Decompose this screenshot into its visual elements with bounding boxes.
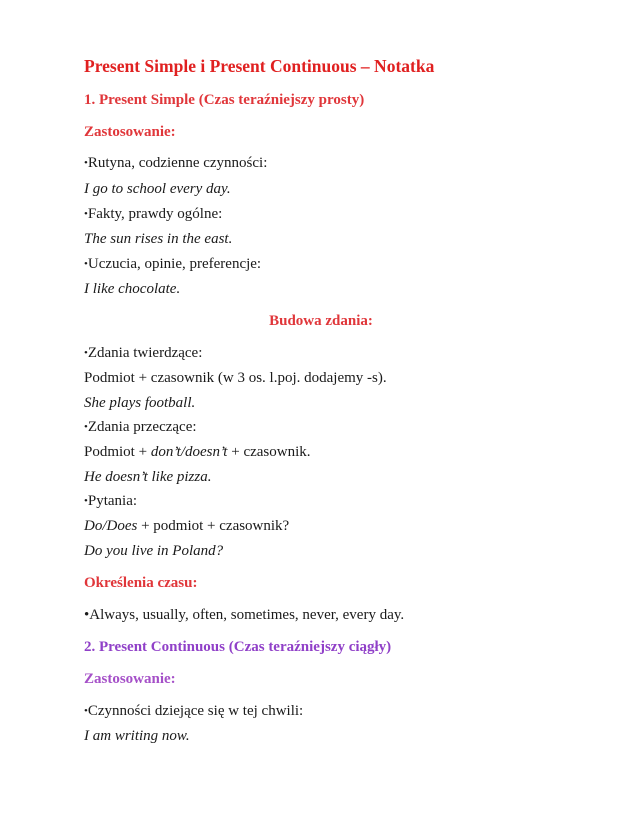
section1-usage-heading: Zastosowanie:	[84, 124, 176, 140]
time-expressions: Always, usually, often, sometimes, never, every day.	[89, 607, 405, 623]
negative-label: Zdania przeczące:	[87, 419, 197, 435]
usage-text: Uczucia, opinie, preferencje:	[87, 256, 262, 272]
time-expressions-heading: Określenia czasu:	[84, 575, 198, 591]
document-title: Present Simple i Present Continuous – Notatka	[84, 56, 435, 76]
usage-text: Rutyna, codzienne czynności:	[87, 155, 268, 171]
bullet: •	[84, 347, 88, 359]
list-item	[84, 255, 261, 273]
affirmative-formula: Podmiot + czasownik (w 3 os. l.poj. dodajemy -s).	[84, 370, 387, 386]
list-item	[84, 205, 222, 223]
usage-text: Fakty, prawdy ogólne:	[87, 206, 223, 222]
list-item	[84, 154, 267, 172]
list-item	[84, 702, 303, 720]
question-formula	[84, 517, 289, 535]
bullet: •	[84, 421, 88, 433]
section2-usage-heading: Zastosowanie:	[84, 671, 176, 687]
example-sentence: The sun rises in the east.	[84, 231, 233, 247]
bullet: •	[84, 208, 88, 220]
usage-text: Czynności dziejące się w tej chwili:	[87, 703, 304, 719]
example-sentence: Do you live in Poland?	[84, 543, 224, 559]
example-sentence: I go to school every day.	[84, 181, 231, 197]
bullet: •	[84, 607, 90, 623]
formula-auxiliary: don’t/doesn’t	[150, 444, 228, 460]
bullet: •	[84, 495, 88, 507]
structure-heading: Budowa zdania:	[269, 313, 373, 329]
formula-end: + podmiot + czasownik?	[137, 518, 290, 534]
bullet: •	[84, 157, 88, 169]
bullet: •	[84, 258, 88, 270]
list-item	[84, 344, 202, 362]
section1-heading: 1. Present Simple (Czas teraźniejszy prosty)	[84, 92, 365, 108]
list-item	[84, 492, 137, 510]
formula-auxiliary: Do/Does	[84, 518, 138, 534]
example-sentence: She plays football.	[84, 395, 196, 411]
bullet: •	[84, 705, 88, 717]
affirmative-label: Zdania twierdzące:	[87, 345, 203, 361]
section2-heading: 2. Present Continuous (Czas teraźniejszy ciągły)	[84, 639, 392, 655]
example-sentence: I am writing now.	[84, 728, 190, 744]
list-item	[84, 418, 197, 436]
formula-end: + czasownik.	[227, 444, 311, 460]
negative-formula	[84, 443, 311, 461]
example-sentence: I like chocolate.	[84, 281, 181, 297]
example-sentence: He doesn’t like pizza.	[84, 469, 212, 485]
question-label: Pytania:	[87, 493, 138, 509]
list-item	[84, 606, 404, 624]
formula-start: Podmiot +	[84, 444, 151, 460]
